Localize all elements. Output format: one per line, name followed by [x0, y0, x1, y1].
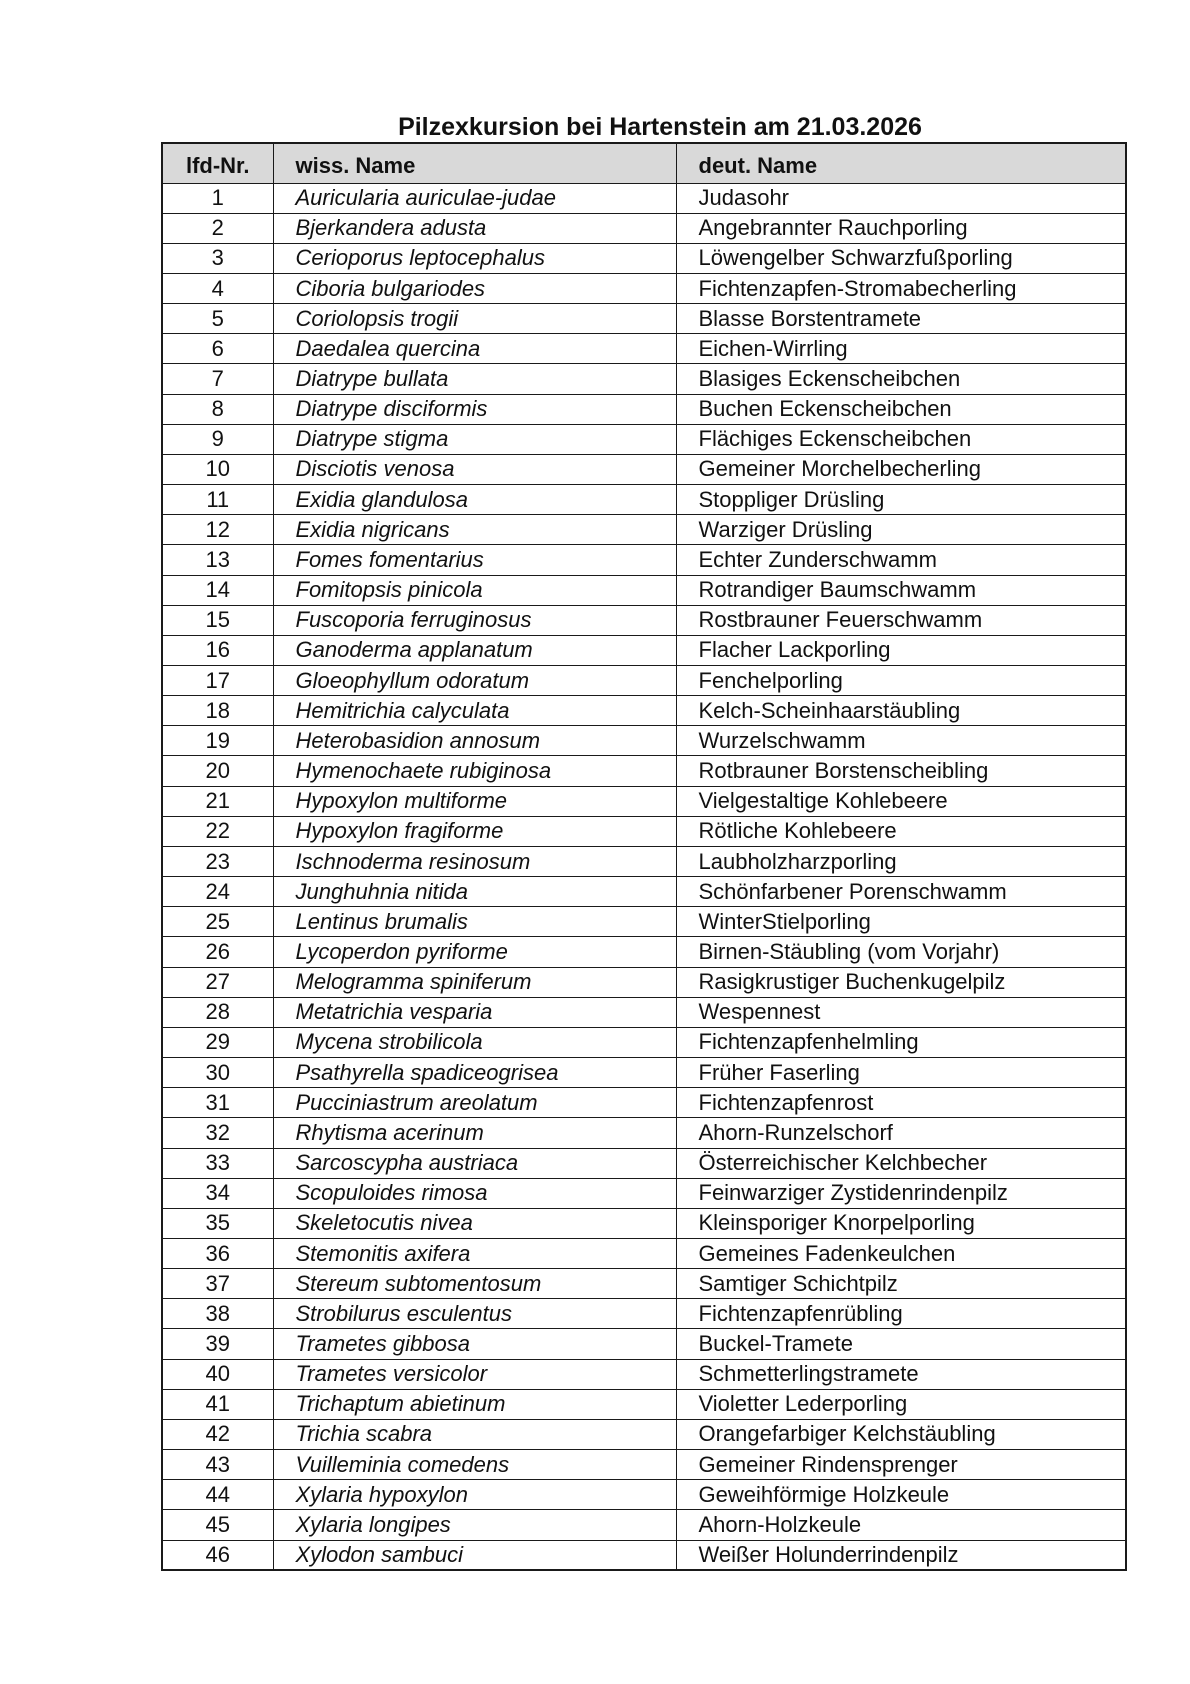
cell-scientific-name: Mycena strobilicola: [273, 1027, 676, 1057]
cell-german-name: Geweihförmige Holzkeule: [676, 1480, 1126, 1510]
cell-scientific-name: Ciboria bulgariodes: [273, 273, 676, 303]
table-row: [162, 1118, 1126, 1148]
cell-scientific-name: Hypoxylon multiforme: [273, 786, 676, 816]
table-row: [162, 394, 1126, 424]
cell-scientific-name: Hymenochaete rubiginosa: [273, 756, 676, 786]
cell-scientific-name: Junghuhnia nitida: [273, 877, 676, 907]
cell-number: 15: [162, 605, 273, 635]
cell-german-name: Gemeiner Morchelbecherling: [676, 454, 1126, 484]
page-title: Pilzexkursion bei Hartenstein am 21.03.2026: [398, 112, 922, 141]
table-row: [162, 1450, 1126, 1480]
table-row: [162, 696, 1126, 726]
table-row: [162, 213, 1126, 243]
table-row: [162, 1027, 1126, 1057]
table-row: [162, 666, 1126, 696]
table-row: [162, 1058, 1126, 1088]
cell-german-name: Flächiges Eckenscheibchen: [676, 424, 1126, 454]
cell-german-name: Buckel-Tramete: [676, 1329, 1126, 1359]
table-row: [162, 1480, 1126, 1510]
cell-scientific-name: Fuscoporia ferruginosus: [273, 605, 676, 635]
table-header: [162, 143, 1126, 183]
cell-scientific-name: Cerioporus leptocephalus: [273, 243, 676, 273]
table-row: [162, 877, 1126, 907]
cell-german-name: Wurzelschwamm: [676, 726, 1126, 756]
table-row: [162, 1238, 1126, 1268]
cell-scientific-name: Coriolopsis trogii: [273, 304, 676, 334]
cell-number: 17: [162, 666, 273, 696]
table-row: [162, 243, 1126, 273]
cell-scientific-name: Ischnoderma resinosum: [273, 846, 676, 876]
table-row: [162, 1208, 1126, 1238]
cell-scientific-name: Diatrype disciformis: [273, 394, 676, 424]
cell-scientific-name: Exidia nigricans: [273, 515, 676, 545]
cell-number: 37: [162, 1269, 273, 1299]
cell-german-name: Blasse Borstentramete: [676, 304, 1126, 334]
cell-number: 14: [162, 575, 273, 605]
cell-german-name: Angebrannter Rauchporling: [676, 213, 1126, 243]
table-row: [162, 1329, 1126, 1359]
cell-german-name: Fichtenzapfenrübling: [676, 1299, 1126, 1329]
cell-number: 10: [162, 454, 273, 484]
cell-number: 18: [162, 696, 273, 726]
column-header-number: lfd-Nr.: [162, 143, 273, 183]
cell-german-name: Rotrandiger Baumschwamm: [676, 575, 1126, 605]
cell-german-name: Vielgestaltige Kohlebeere: [676, 786, 1126, 816]
cell-scientific-name: Hemitrichia calyculata: [273, 696, 676, 726]
cell-german-name: Kleinsporiger Knorpelporling: [676, 1208, 1126, 1238]
cell-scientific-name: Gloeophyllum odoratum: [273, 666, 676, 696]
cell-number: 7: [162, 364, 273, 394]
cell-number: 38: [162, 1299, 273, 1329]
cell-number: 36: [162, 1238, 273, 1268]
table-row: [162, 334, 1126, 364]
column-header-german-name: deut. Name: [676, 143, 1126, 183]
table-row: [162, 997, 1126, 1027]
cell-german-name: Kelch-Scheinhaarstäubling: [676, 696, 1126, 726]
cell-german-name: Blasiges Eckenscheibchen: [676, 364, 1126, 394]
cell-number: 6: [162, 334, 273, 364]
cell-number: 41: [162, 1389, 273, 1419]
cell-german-name: Warziger Drüsling: [676, 515, 1126, 545]
cell-number: 13: [162, 545, 273, 575]
cell-number: 42: [162, 1419, 273, 1449]
table-row: [162, 304, 1126, 334]
cell-number: 19: [162, 726, 273, 756]
cell-german-name: Fichtenzapfen-Stromabecherling: [676, 273, 1126, 303]
cell-german-name: Orangefarbiger Kelchstäubling: [676, 1419, 1126, 1449]
cell-scientific-name: Disciotis venosa: [273, 454, 676, 484]
cell-german-name: Fichtenzapfenhelmling: [676, 1027, 1126, 1057]
cell-scientific-name: Trametes gibbosa: [273, 1329, 676, 1359]
cell-scientific-name: Stereum subtomentosum: [273, 1269, 676, 1299]
cell-scientific-name: Trichaptum abietinum: [273, 1389, 676, 1419]
cell-number: 23: [162, 846, 273, 876]
cell-number: 43: [162, 1450, 273, 1480]
table-row: [162, 183, 1126, 213]
table-row: [162, 515, 1126, 545]
cell-number: 30: [162, 1058, 273, 1088]
cell-german-name: Ahorn-Runzelschorf: [676, 1118, 1126, 1148]
cell-number: 3: [162, 243, 273, 273]
cell-number: 45: [162, 1510, 273, 1540]
cell-number: 11: [162, 485, 273, 515]
cell-scientific-name: Diatrype stigma: [273, 424, 676, 454]
cell-scientific-name: Pucciniastrum areolatum: [273, 1088, 676, 1118]
table-row: [162, 967, 1126, 997]
cell-german-name: Echter Zunderschwamm: [676, 545, 1126, 575]
table-row: [162, 1540, 1126, 1570]
table-body: [162, 183, 1126, 1570]
cell-scientific-name: Trichia scabra: [273, 1419, 676, 1449]
table-row: [162, 756, 1126, 786]
table-row: [162, 846, 1126, 876]
table-row: [162, 1178, 1126, 1208]
cell-scientific-name: Auricularia auriculae-judae: [273, 183, 676, 213]
cell-number: 39: [162, 1329, 273, 1359]
cell-german-name: Früher Faserling: [676, 1058, 1126, 1088]
cell-scientific-name: Trametes versicolor: [273, 1359, 676, 1389]
table-row: [162, 605, 1126, 635]
cell-german-name: Österreichischer Kelchbecher: [676, 1148, 1126, 1178]
cell-number: 44: [162, 1480, 273, 1510]
table-row: [162, 1419, 1126, 1449]
table-row: [162, 1299, 1126, 1329]
cell-number: 16: [162, 635, 273, 665]
table-row: [162, 1389, 1126, 1419]
cell-number: 12: [162, 515, 273, 545]
table-row: [162, 816, 1126, 846]
table-row: [162, 485, 1126, 515]
column-header-scientific-name: wiss. Name: [273, 143, 676, 183]
cell-number: 21: [162, 786, 273, 816]
cell-scientific-name: Exidia glandulosa: [273, 485, 676, 515]
cell-scientific-name: Lentinus brumalis: [273, 907, 676, 937]
cell-german-name: Eichen-Wirrling: [676, 334, 1126, 364]
table-row: [162, 1148, 1126, 1178]
cell-number: 34: [162, 1178, 273, 1208]
table-row: [162, 1088, 1126, 1118]
cell-number: 20: [162, 756, 273, 786]
table-row: [162, 1359, 1126, 1389]
cell-scientific-name: Strobilurus esculentus: [273, 1299, 676, 1329]
cell-number: 4: [162, 273, 273, 303]
cell-number: 2: [162, 213, 273, 243]
cell-number: 46: [162, 1540, 273, 1570]
cell-german-name: Laubholzharzporling: [676, 846, 1126, 876]
cell-german-name: WinterStielporling: [676, 907, 1126, 937]
cell-german-name: Buchen Eckenscheibchen: [676, 394, 1126, 424]
table-row: [162, 454, 1126, 484]
cell-number: 1: [162, 183, 273, 213]
table-row: [162, 786, 1126, 816]
cell-scientific-name: Diatrype bullata: [273, 364, 676, 394]
cell-scientific-name: Heterobasidion annosum: [273, 726, 676, 756]
table-row: [162, 424, 1126, 454]
cell-scientific-name: Lycoperdon pyriforme: [273, 937, 676, 967]
cell-german-name: Schönfarbener Porenschwamm: [676, 877, 1126, 907]
cell-scientific-name: Rhytisma acerinum: [273, 1118, 676, 1148]
cell-german-name: Rotbrauner Borstenscheibling: [676, 756, 1126, 786]
cell-german-name: Samtiger Schichtpilz: [676, 1269, 1126, 1299]
table-row: [162, 273, 1126, 303]
cell-german-name: Rasigkrustiger Buchenkugelpilz: [676, 967, 1126, 997]
cell-scientific-name: Scopuloides rimosa: [273, 1178, 676, 1208]
cell-german-name: Gemeiner Rindensprenger: [676, 1450, 1126, 1480]
cell-german-name: Weißer Holunderrindenpilz: [676, 1540, 1126, 1570]
table-row: [162, 937, 1126, 967]
cell-number: 31: [162, 1088, 273, 1118]
cell-german-name: Gemeines Fadenkeulchen: [676, 1238, 1126, 1268]
cell-german-name: Rostbrauner Feuerschwamm: [676, 605, 1126, 635]
table-row: [162, 635, 1126, 665]
table-row: [162, 1269, 1126, 1299]
cell-german-name: Judasohr: [676, 183, 1126, 213]
cell-german-name: Feinwarziger Zystidenrindenpilz: [676, 1178, 1126, 1208]
cell-number: 22: [162, 816, 273, 846]
cell-scientific-name: Daedalea quercina: [273, 334, 676, 364]
cell-number: 8: [162, 394, 273, 424]
cell-number: 33: [162, 1148, 273, 1178]
species-table: [161, 142, 1127, 1571]
cell-scientific-name: Ganoderma applanatum: [273, 635, 676, 665]
cell-number: 40: [162, 1359, 273, 1389]
cell-scientific-name: Skeletocutis nivea: [273, 1208, 676, 1238]
cell-number: 25: [162, 907, 273, 937]
table-row: [162, 907, 1126, 937]
cell-german-name: Stoppliger Drüsling: [676, 485, 1126, 515]
cell-scientific-name: Stemonitis axifera: [273, 1238, 676, 1268]
cell-number: 32: [162, 1118, 273, 1148]
cell-scientific-name: Xylaria hypoxylon: [273, 1480, 676, 1510]
cell-german-name: Löwengelber Schwarzfußporling: [676, 243, 1126, 273]
cell-number: 27: [162, 967, 273, 997]
cell-german-name: Violetter Lederporling: [676, 1389, 1126, 1419]
cell-number: 24: [162, 877, 273, 907]
cell-number: 5: [162, 304, 273, 334]
cell-german-name: Ahorn-Holzkeule: [676, 1510, 1126, 1540]
cell-scientific-name: Psathyrella spadiceogrisea: [273, 1058, 676, 1088]
cell-scientific-name: Metatrichia vesparia: [273, 997, 676, 1027]
cell-scientific-name: Fomitopsis pinicola: [273, 575, 676, 605]
table-header-row: [162, 143, 1126, 183]
table-row: [162, 1510, 1126, 1540]
cell-number: 35: [162, 1208, 273, 1238]
cell-scientific-name: Xylodon sambuci: [273, 1540, 676, 1570]
cell-scientific-name: Vuilleminia comedens: [273, 1450, 676, 1480]
cell-scientific-name: Hypoxylon fragiforme: [273, 816, 676, 846]
cell-number: 28: [162, 997, 273, 1027]
table-row: [162, 545, 1126, 575]
cell-german-name: Fenchelporling: [676, 666, 1126, 696]
cell-scientific-name: Xylaria longipes: [273, 1510, 676, 1540]
cell-german-name: Schmetterlingstramete: [676, 1359, 1126, 1389]
cell-german-name: Birnen-Stäubling (vom Vorjahr): [676, 937, 1126, 967]
cell-scientific-name: Fomes fomentarius: [273, 545, 676, 575]
cell-scientific-name: Bjerkandera adusta: [273, 213, 676, 243]
cell-number: 9: [162, 424, 273, 454]
cell-number: 26: [162, 937, 273, 967]
cell-scientific-name: Sarcoscypha austriaca: [273, 1148, 676, 1178]
cell-german-name: Fichtenzapfenrost: [676, 1088, 1126, 1118]
table-row: [162, 575, 1126, 605]
table-row: [162, 364, 1126, 394]
cell-scientific-name: Melogramma spiniferum: [273, 967, 676, 997]
cell-german-name: Rötliche Kohlebeere: [676, 816, 1126, 846]
cell-number: 29: [162, 1027, 273, 1057]
cell-german-name: Flacher Lackporling: [676, 635, 1126, 665]
cell-german-name: Wespennest: [676, 997, 1126, 1027]
table-row: [162, 726, 1126, 756]
